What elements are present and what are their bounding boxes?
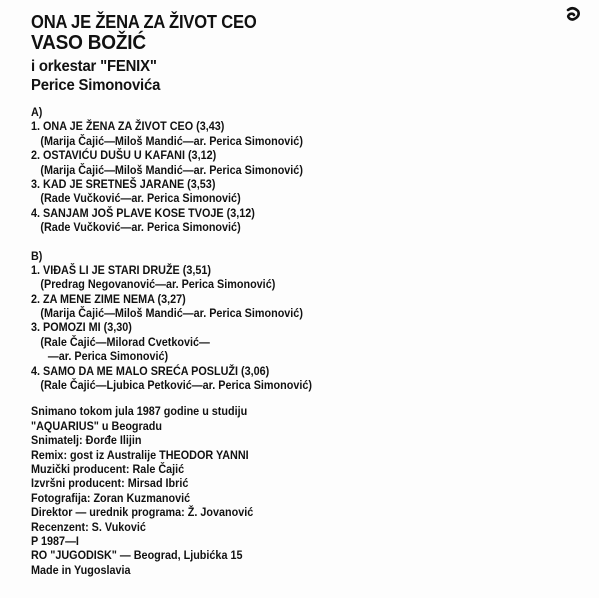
side-b-label: B) bbox=[31, 250, 43, 263]
side-b-track-4: 4. SAMO DA ME MALO SREĆA POSLUŽI (3,06) bbox=[31, 365, 270, 378]
side-b-track-2-credits: (Marija Čajić—Miloš Mandić—ar. Perica Simonović) bbox=[40, 308, 303, 321]
footer-line-label: RO "JUGODISK" — Beograd, Ljubićka 15 bbox=[31, 550, 243, 563]
album-title: ONA JE ŽENA ZA ŽIVOT CEO bbox=[31, 12, 257, 32]
footer-line-director: Direktor — urednik programa: Ž. Jovanović bbox=[31, 507, 254, 520]
side-a-track-4-credits: (Rade Vučković—ar. Perica Simonović) bbox=[40, 222, 241, 235]
footer-line-photography: Fotografija: Zoran Kuzmanović bbox=[31, 492, 191, 505]
side-a-track-2-credits: (Marija Čajić—Miloš Mandić—ar. Perica Simonović) bbox=[40, 164, 303, 177]
side-a-track-1-credits: (Marija Čajić—Miloš Mandić—ar. Perica Simonović) bbox=[40, 135, 303, 148]
track-listing bbox=[31, 106, 520, 578]
side-a-track-3-credits: (Rade Vučković—ar. Perica Simonović) bbox=[40, 193, 241, 206]
spacer bbox=[31, 393, 520, 405]
footer-line-copyright: P 1987—I bbox=[31, 535, 79, 548]
side-b-track-1-credits: (Predrag Negovanović—ar. Perica Simonović) bbox=[40, 279, 276, 292]
footer-line-recording: Snimano tokom jula 1987 godine u studiju bbox=[31, 406, 248, 419]
footer-line-origin: Made in Yugoslavia bbox=[31, 564, 131, 577]
footer-line-remix: Remix: gost iz Australije THEODOR YANNI bbox=[31, 449, 249, 462]
side-b-track-3-credits-cont: —ar. Perica Simonović) bbox=[47, 351, 169, 364]
side-a-track-1: 1. ONA JE ŽENA ZA ŽIVOT CEO (3,43) bbox=[31, 121, 225, 134]
artist-name: VASO BOŽIĆ bbox=[31, 32, 146, 54]
side-b-track-3-credits: (Rale Čajić—Milorad Cvetković— bbox=[40, 336, 210, 349]
side-b-track-1: 1. VIĐAŠ LI JE STARI DRUŽE (3,51) bbox=[31, 264, 212, 277]
side-a-track-4: 4. SANJAM JOŠ PLAVE KOSE TVOJE (3,12) bbox=[31, 207, 255, 220]
spacer bbox=[31, 236, 520, 250]
footer-line-reviewer: Recenzent: S. Vuković bbox=[31, 521, 146, 534]
footer-line-executive-producer: Izvršni producent: Mirsad Ibrić bbox=[31, 478, 189, 491]
side-b-track-3: 3. POMOZI MI (3,30) bbox=[31, 322, 132, 335]
side-a-track-2: 2. OSTAVIĆU DUŠU U KAFANI (3,12) bbox=[31, 150, 217, 163]
footer-line-engineer: Snimatelj: Đorđe Ilijin bbox=[31, 435, 142, 448]
side-a-label: A) bbox=[31, 107, 43, 119]
side-b-track-4-credits: (Rale Čajić—Ljubica Petković—ar. Perica Simonović) bbox=[40, 380, 312, 393]
side-a-track-3: 3. KAD JE SRETNEŠ JARANE (3,53) bbox=[31, 178, 216, 191]
footer-line-music-producer: Muzički producent: Rale Čajić bbox=[31, 463, 185, 476]
orchestra-leader: Perice Simonovića bbox=[31, 77, 161, 94]
corner-logo-icon bbox=[565, 6, 581, 24]
footer-line-studio: "AQUARIUS" u Beogradu bbox=[31, 420, 162, 433]
side-b-track-2: 2. ZA MENE ZIME NEMA (3,27) bbox=[31, 293, 186, 306]
orchestra-name: i orkestar "FENIX" bbox=[31, 58, 157, 75]
